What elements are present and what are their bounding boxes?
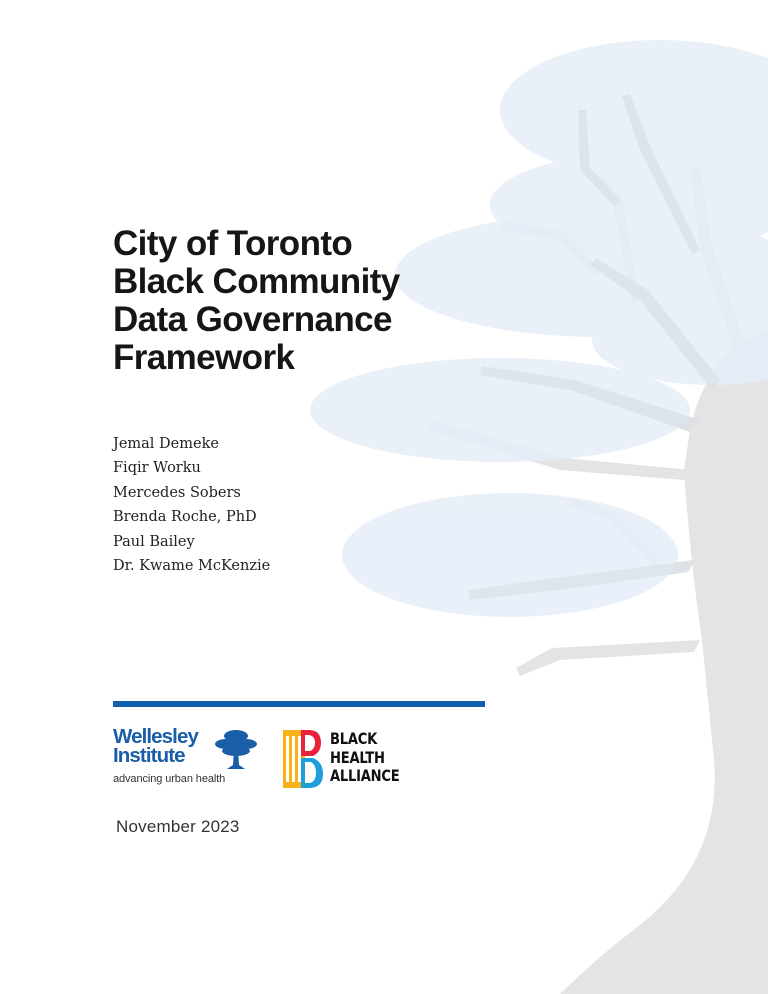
bha-name-line: BLACK	[330, 729, 378, 748]
wellesley-name	[113, 727, 198, 765]
author-name: Brenda Roche, PhD	[113, 509, 257, 526]
bha-name	[330, 730, 400, 786]
title-line: City of Toronto	[113, 224, 353, 263]
author-name: Jemal Demeke	[113, 436, 219, 452]
wellesley-name-line: Wellesley	[113, 725, 198, 748]
title-line: Black Community	[113, 262, 400, 301]
report-title	[113, 225, 400, 377]
bha-name-line: HEALTH	[330, 747, 385, 767]
black-health-alliance-logo	[283, 730, 413, 790]
title-line: Framework	[113, 338, 295, 377]
author-name: Dr. Kwame McKenzie	[113, 558, 271, 575]
title-line: Data Governance	[113, 300, 392, 339]
author-list	[113, 432, 270, 578]
wellesley-institute-logo	[113, 727, 263, 791]
tree-icon	[214, 727, 258, 771]
divider-rule	[113, 701, 485, 707]
b-monogram-icon	[283, 730, 323, 788]
author-name: Fiqir Worku	[113, 460, 201, 477]
wellesley-name-line: Institute	[113, 744, 185, 767]
wellesley-tagline: advancing urban health	[113, 773, 226, 785]
bha-name-line: ALLIANCE	[330, 766, 400, 785]
author-name: Paul Bailey	[113, 533, 195, 550]
publication-date: November 2023	[116, 817, 240, 836]
author-name: Mercedes Sobers	[113, 484, 241, 501]
